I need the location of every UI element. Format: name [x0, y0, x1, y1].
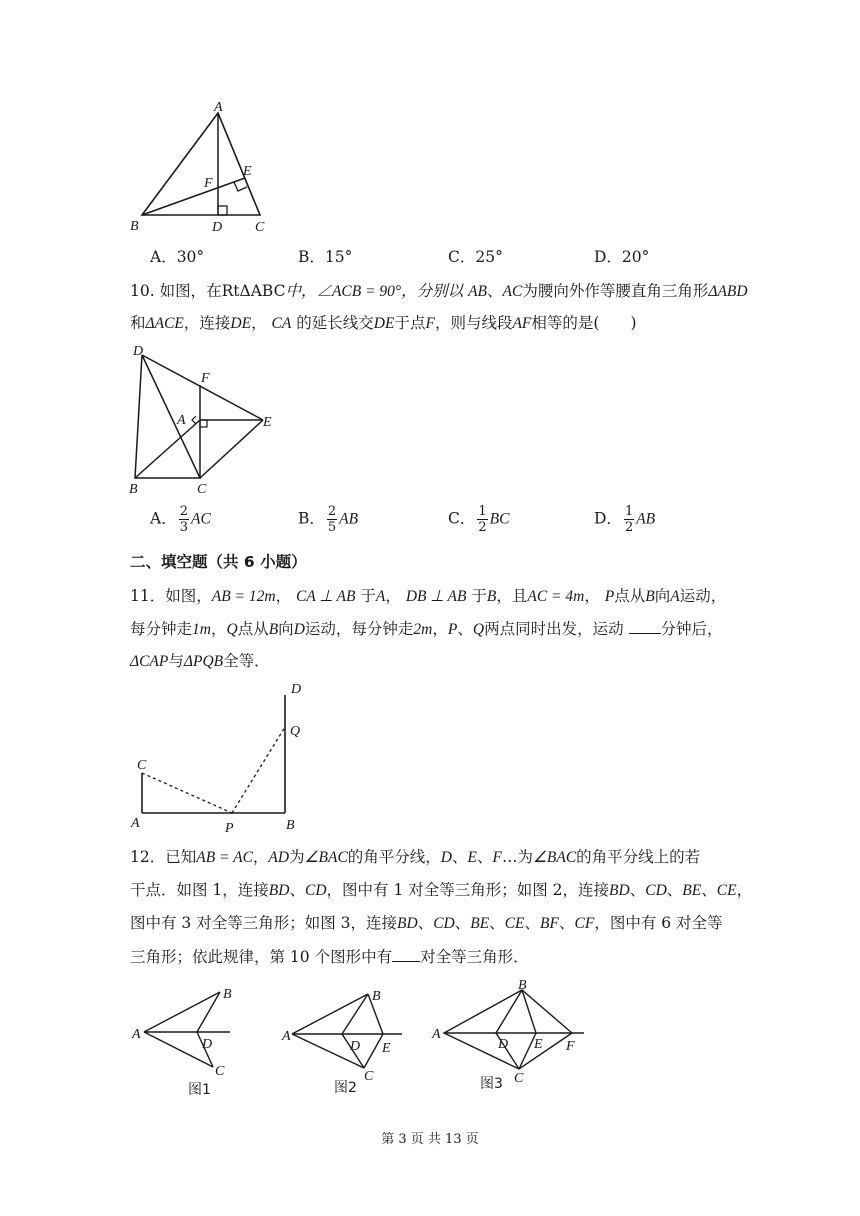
q11-line1: 11．如图，AB = 12m， CA ⊥ AB 于A， DB ⊥ AB 于B，且AC = 4m， P点从B向A运动，: [130, 587, 727, 605]
q9-label-a: A: [214, 100, 223, 115]
q9-option-a: A．30°: [150, 248, 205, 266]
q12-fig3-label-a: A: [432, 1027, 441, 1042]
q11-figure: [125, 675, 315, 840]
q12-fig2-label-c: C: [364, 1069, 374, 1084]
q10-option-a: A． $\frac{2}{3}$ AC: [150, 504, 211, 535]
q12-figure-2: [280, 980, 410, 1100]
q10-label-f: F: [201, 371, 210, 386]
q12-fig3-label-e: E: [534, 1037, 543, 1052]
q11-label-c: C: [137, 758, 147, 773]
q11-answer-blank[interactable]: [629, 617, 661, 634]
q12-figure-1: [128, 980, 248, 1100]
q10-figure: [125, 340, 285, 500]
q12-fig3-label-d: D: [498, 1037, 509, 1052]
q10-option-b: B． $\frac{2}{5}$ AB: [298, 504, 359, 535]
q9-label-b: B: [130, 219, 139, 234]
q9-option-d: D．20°: [594, 248, 650, 266]
q12-line2: 干点．如图 1，连接BD、CD，图中有 1 对全等三角形；如图 2，连接BD、CD、BE、CE，: [130, 881, 753, 899]
q9-label-f: F: [204, 176, 213, 191]
section-heading-fill-blank: 二、填空题（共 6 小题）: [130, 553, 307, 571]
q12-fig2-label-d: D: [350, 1039, 361, 1054]
q11-label-p: P: [225, 821, 234, 836]
q11-label-b: B: [286, 818, 295, 833]
q12-fig3-label-b: B: [518, 978, 527, 993]
q9-label-e: E: [243, 164, 252, 179]
q12-fig3-caption: 图3: [480, 1076, 503, 1092]
q12-line1: 12．已知AB = AC，AD为∠BAC的角平分线，D、E、F…为∠BAC的角平分线上的若: [130, 848, 701, 866]
q12-fig2-label-b: B: [372, 989, 381, 1004]
q12-line3: 图中有 3 对全等三角形；如图 3，连接BD、CD、BE、CE、BF、CF，图中有 6 对全等: [130, 914, 723, 932]
q12-fig1-label-a: A: [132, 1027, 141, 1042]
q11-label-q: Q: [290, 724, 301, 739]
q12-fig2-label-a: A: [282, 1029, 291, 1044]
q12-fig1-label-b: B: [223, 987, 232, 1002]
q12-line4: 三角形；依此规律，第 10 个图形中有 对全等三角形．: [130, 945, 529, 968]
q10-line1: 10. 如图，在RtΔABC中，∠ACB = 90°，分别以 AB、AC为腰向外作等腰直角三角形ΔABD: [130, 282, 748, 300]
q10-label-d: D: [133, 344, 144, 359]
q12-fig1-label-c: C: [215, 1064, 225, 1079]
q12-figure-3: [430, 978, 590, 1098]
q12-fig2-caption: 图2: [334, 1080, 357, 1096]
q11-line2: 每分钟走1m，Q点从B向D运动，每分钟走2m，P、Q两点同时出发，运动 分钟后，: [130, 617, 723, 641]
q9-figure: [120, 100, 280, 240]
q11-label-d: D: [291, 682, 302, 697]
q12-answer-blank[interactable]: [392, 945, 420, 962]
q12-fig2-label-e: E: [382, 1041, 391, 1056]
page-footer: 第 3 页 共 13 页: [381, 1132, 479, 1147]
q10-label-b: B: [129, 482, 138, 497]
q9-label-c: C: [255, 220, 265, 235]
q12-fig1-label-d: D: [202, 1037, 213, 1052]
q10-label-a: A: [177, 413, 186, 428]
q9-option-b: B．15°: [298, 248, 353, 266]
q10-line2: 和ΔACE，连接DE， CA 的延长线交DE于点F，则与线段AF相等的是( ): [130, 314, 637, 332]
q10-option-c: C． $\frac{1}{2}$ BC: [448, 504, 510, 535]
q9-option-c: C．25°: [448, 248, 503, 266]
q11-line3: ΔCAP与ΔPQB全等．: [130, 652, 270, 670]
q12-fig3-label-c: C: [514, 1071, 524, 1086]
q9-label-d: D: [212, 220, 223, 235]
q10-option-d: D． $\frac{1}{2}$ AB: [594, 504, 656, 535]
q12-fig3-label-f: F: [566, 1039, 575, 1054]
q11-label-a: A: [131, 816, 140, 831]
q10-label-c: C: [197, 482, 207, 497]
q10-label-e: E: [263, 415, 272, 430]
q12-fig1-caption: 图1: [188, 1082, 211, 1098]
